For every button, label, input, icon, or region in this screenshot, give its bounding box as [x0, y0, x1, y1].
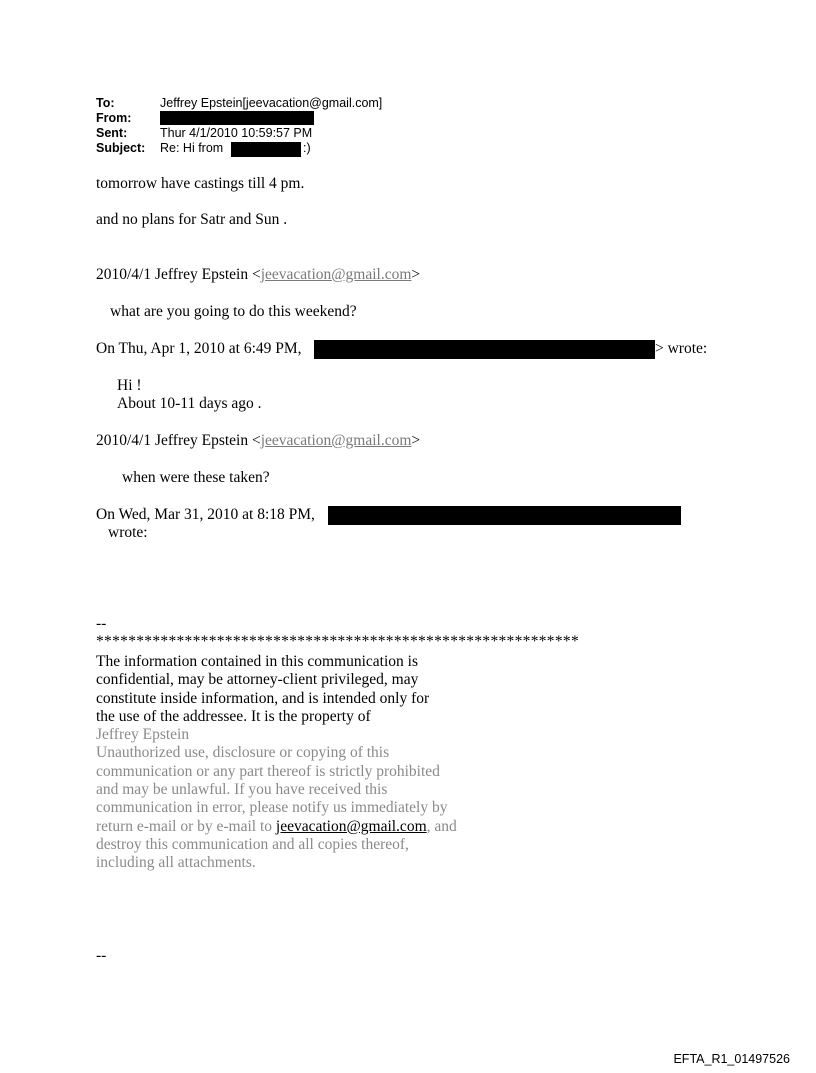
- sent-value: Thur 4/1/2010 10:59:57 PM: [160, 126, 313, 140]
- on1-prefix: On Thu, Apr 1, 2010 at 6:49 PM,: [96, 340, 302, 357]
- disclaimer-line: destroy this communication and all copies thereof,: [96, 835, 409, 853]
- subject-label: Subject:: [96, 141, 146, 155]
- disclaimer-line: Unauthorized use, disclosure or copying of this: [96, 744, 390, 762]
- disclaimer-line: The information contained in this communication is: [96, 653, 418, 670]
- subject-suffix: :): [303, 141, 311, 155]
- disclaimer-line: Jeffrey Epstein: [96, 726, 190, 744]
- from-redaction: [160, 111, 314, 125]
- disclaimer-line: constitute inside information, and is intended only for: [96, 689, 430, 707]
- quote2-attribution: [96, 432, 420, 450]
- return-prefix: return e-mail or by e-mail to: [96, 817, 276, 835]
- quote2-attrib-suffix: >: [411, 432, 421, 449]
- to-value: Jeffrey Epstein[jeevacation@gmail.com]: [160, 96, 383, 110]
- on2-redaction: [328, 506, 681, 525]
- reply-hi: Hi !: [117, 377, 142, 394]
- quote2-attrib-prefix: 2010/4/1 Jeffrey Epstein <: [96, 432, 261, 449]
- quote1-attrib-prefix: 2010/4/1 Jeffrey Epstein <: [96, 266, 261, 283]
- disclaimer-line: and may be unlawful. If you have received this: [96, 781, 388, 799]
- signature-dashes-top: --: [96, 615, 107, 632]
- quote1-email-link[interactable]: jeevacation@gmail.com: [260, 266, 412, 283]
- quote1-attribution: [96, 266, 420, 284]
- signature-stars: ************************************************************: [96, 633, 579, 650]
- quote2-text: when were these taken?: [122, 469, 270, 486]
- quote2-email-link[interactable]: jeevacation@gmail.com: [260, 432, 412, 449]
- return-suffix: , and: [426, 817, 457, 835]
- reply-about: About 10-11 days ago .: [117, 395, 262, 412]
- to-label: To:: [96, 96, 115, 110]
- from-label: From:: [96, 111, 132, 125]
- sent-label: Sent:: [96, 126, 128, 140]
- on1-wrote: > wrote:: [655, 340, 708, 357]
- signature-dashes-bottom: --: [96, 947, 107, 964]
- document-id: EFTA_R1_01497526: [673, 1052, 790, 1066]
- on2-prefix: On Wed, Mar 31, 2010 at 8:18 PM,: [96, 506, 315, 523]
- disclaimer-line: communication in error, please notify us immediately by: [96, 799, 448, 817]
- subject-redaction: [231, 142, 301, 157]
- disclaimer-line: communication or any part thereof is strictly prohibited: [96, 762, 440, 780]
- disclaimer-return-line: [96, 818, 457, 836]
- disclaimer-line: confidential, may be attorney-client privileged, may: [96, 671, 419, 689]
- disclaimer-line: the use of the addressee. It is the property of: [96, 707, 371, 725]
- return-email-link[interactable]: jeevacation@gmail.com: [275, 817, 427, 835]
- subject-prefix: Re: Hi from: [160, 141, 224, 155]
- quote1-attrib-suffix: >: [411, 266, 421, 283]
- body-line-plans: and no plans for Satr and Sun .: [96, 211, 288, 228]
- on1-redaction: [314, 340, 655, 359]
- disclaimer: [96, 653, 457, 873]
- on2-wrote: wrote:: [108, 524, 148, 541]
- body-line-castings: tomorrow have castings till 4 pm.: [96, 175, 305, 192]
- disclaimer-line: including all attachments.: [96, 854, 256, 872]
- quote1-text: what are you going to do this weekend?: [110, 303, 357, 320]
